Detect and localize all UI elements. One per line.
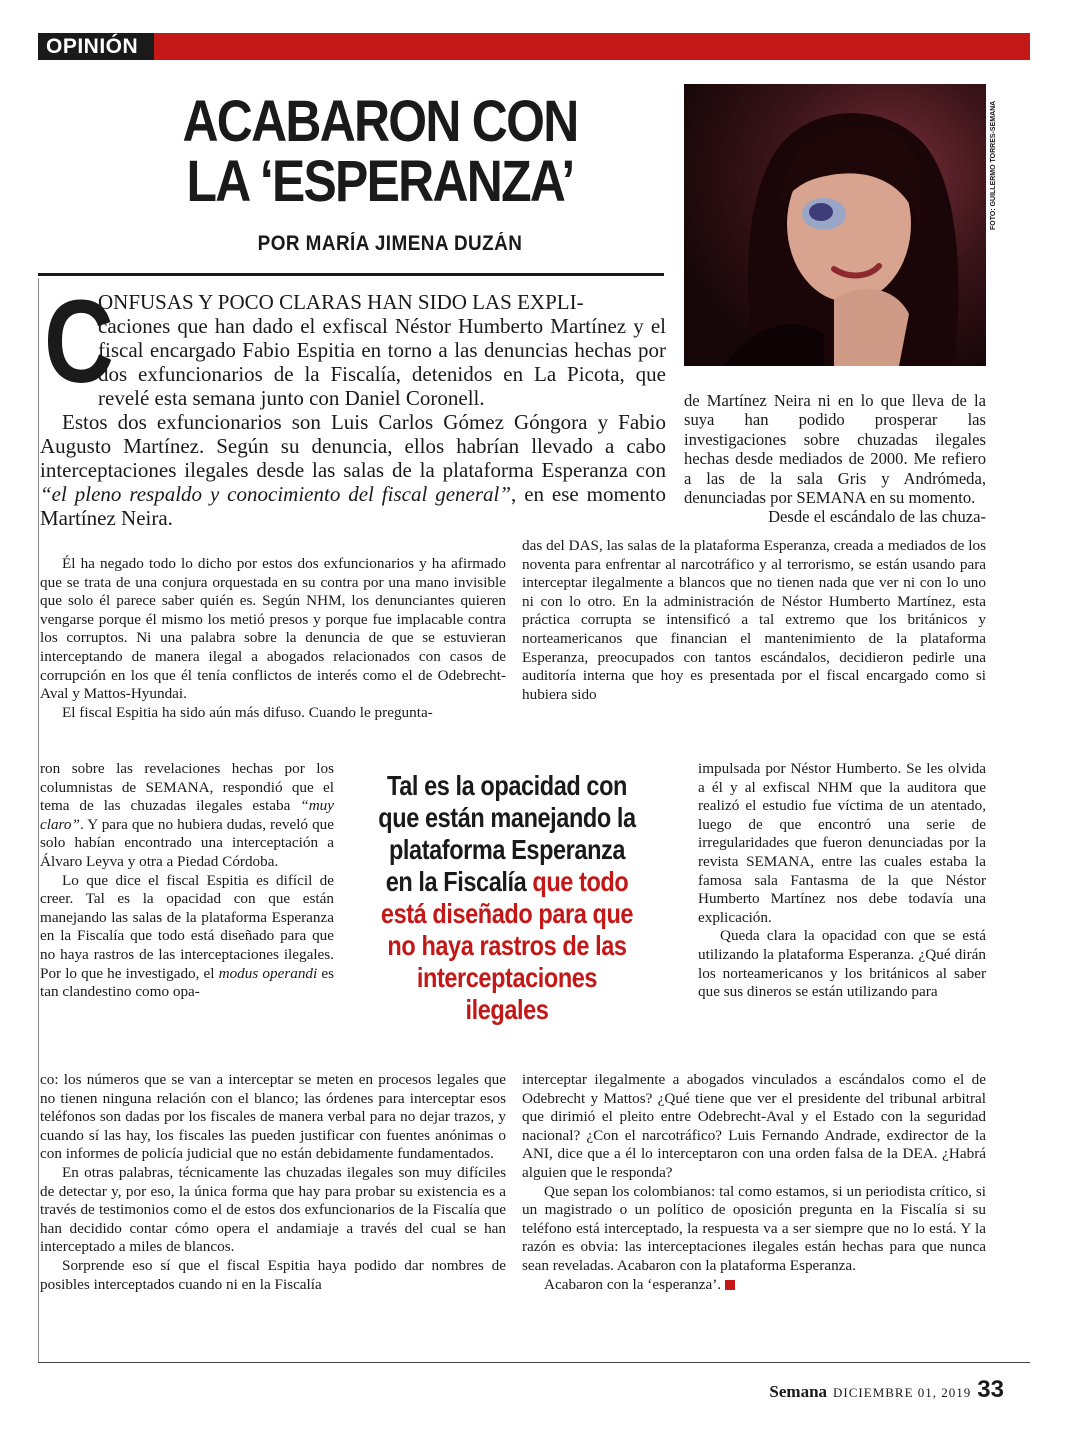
paragraph: Sorprende eso sí que el fiscal Espitia haya podido dar nombres de posibles interceptados cuando ni en la Fiscalía [40, 1256, 506, 1293]
column-b-bottom [522, 1071, 986, 1294]
pull-quote-red: que todo está diseñado para que no haya rastros de las interceptaciones ilegales [380, 866, 634, 1025]
pull-quote-black: Tal es la opacidad con que están manejando la plataforma Esperanza en la Fiscalía [378, 770, 636, 897]
paragraph: Queda clara la opacidad con que se está utilizando la plataforma Esperanza. ¿Qué dirán los norteamericanos y los británicos al saber que sus dineros se están utilizando para [698, 927, 986, 1001]
paragraph: Que sepan los colombianos: tal como estamos, si un periodista crítico, si un magistrado o un político de oposición pregunta en la Fiscalía si su teléfono está interceptado, la respuesta va a ser siempre que no lo está. Y la razón es obvia: las interceptaciones ilegales están hechas para que nunca sean reveladas. Acabaron con la plataforma Esperanza. [522, 1182, 986, 1274]
column-a-bottom [40, 1071, 506, 1294]
lead-body: caciones que han dado el exfiscal Néstor Humberto Martínez y el fiscal encargado Fabio Espitia en torno a las denuncias hechas por dos exfuncionarios de la Fiscalía, detenidos en La Picota, que revelé esta semana junto con Daniel Coronell. [98, 314, 666, 410]
pull-quote [377, 770, 637, 1026]
paragraph: co: los números que se van a interceptar se meten en procesos legales que no tienen ninguna relación con el blanco; las órdenes para interceptar esos teléfonos son dadas por los fiscales de manera verbal para no dejar trazos, y cuando sí las hay, los fiscales las pueden justificar con fuentes anónimas o con informes de policía judicial que no están debidamente fundamentados. [40, 1071, 506, 1163]
paragraph: ron sobre las revelaciones hechas por los columnistas de SEMANA, respondió que el tema de las chuzadas ilegales estaba “muy claro”. Y para que no hubiera dudas, reveló que solo habían encontrado una interceptación a Álvaro Leyva y otra a Piedad Córdoba. [40, 760, 334, 870]
paragraph: de Martínez Neira ni en lo que lleva de la suya han podido prosperar las investigaciones sobre chuzadas ilegales hechas desde mediados de 2000. Me refiero a las de la sala Gris y Andrómeda, denunciadas por SEMANA en su momento. [684, 391, 986, 508]
paragraph: Él ha negado todo lo dicho por estos dos exfuncionarios y ha afirmado que se trata de una conjura orquestada en su contra por una mano invisible que solo él parece saber quién es. Según NHM, los denunciantes quieren vengarse porque él mismo los metió presos y porque fue implacable contra los corruptos. Ni una palabra sobre la denuncia de que se estuvieran interceptando de manera ilegal a abogados relacionados con casos de corrupción en los que él tenía conflictos de interés como el de Odebrecht-Aval y Mattos-Hyundai. [40, 555, 506, 703]
column-b-middle [698, 760, 986, 1002]
lead-second-paragraph: Estos dos exfuncionarios son Luis Carlos Gómez Góngora y Fabio Augusto Martínez. Según su denuncia, ellos habrían llevado a cabo interceptaciones ilegales desde las salas de la plataforma Esperanza con “el pleno respaldo y conocimiento del fiscal general”, en ese momento Martínez Neira. [40, 410, 666, 530]
page-footer [769, 1376, 1004, 1404]
left-rule [38, 278, 39, 1362]
footer-rule [38, 1362, 1030, 1363]
lead-paragraph [40, 276, 666, 530]
paragraph: impulsada por Néstor Humberto. Se les olvida a él y al exfiscal NHM que la auditora que realizó el estudio fue víctima de un atentado, luego de que encontró una serie de irregularidades que fueron denunciadas por la revista SEMANA, entre las cuales estaba la famosa sala Fantasma de la que Néstor Humberto Martínez nos debe todavía una explicación. [698, 760, 986, 926]
end-mark-icon [725, 1280, 735, 1290]
column-b-top [522, 537, 986, 704]
paragraph: En otras palabras, técnicamente las chuzadas ilegales son muy difíciles de detectar y, por eso, la única forma que hay para probar su existencia es a través de testimonios como el de estos dos exfuncionarios de la Fiscalía que han decidido contar cómo opera el andamiaje a través del cual se han interceptado a miles de blancos. [40, 1163, 506, 1256]
section-bar [38, 33, 1030, 60]
section-label: OPINIÓN [38, 33, 154, 60]
paragraph: interceptar ilegalmente a abogados vinculados a escándalos como el de Odebrecht y Mattos? ¿Qué tiene que ver el presidente del tribunal arbitral que dirimió el pleito entre Odebrecht-Aval y el Estado con la seguridad nacional? ¿Con el narcotráfico? Luis Fernando Andrade, exdirector de la ANI, dice que a él lo interceptaron con una orden falsa de la DEA. ¿Habrá alguien que le responda? [522, 1071, 986, 1181]
headline-line-1: ACABARON CON [182, 89, 578, 154]
page-number: 33 [977, 1376, 1004, 1403]
author-photo [684, 84, 986, 366]
paragraph: das del DAS, las salas de la plataforma Esperanza, creada a mediados de los noventa para enfrentar al narcotráfico y al terrorismo, se están usando para interceptar ilegalmente a blancos que no tienen nada que ver ni con lo uno ni con lo otro. En la administración de Néstor Humberto Martínez, esta práctica corrupta se intensificó a tal extremo que los británicos y norteamericanos que financian el mantenimiento de la plataforma Esperanza, preocupados con tantos escándalos, decidieron pedirle una auditoría interna que hoy es presentada por el fiscal encargado como si hubiera sido [522, 537, 986, 703]
paragraph: Desde el escándalo de las chuza- [768, 507, 986, 527]
right-column-top [684, 391, 986, 527]
paragraph: Lo que dice el fiscal Espitia es difícil de creer. Tal es la opacidad con que están manejando las salas de la plataforma Esperanza en la Fiscalía que todo está diseñado para que no haya rastros de las interceptaciones ilegales. Por lo que he investigado, el modus operandi es tan clandestino como opa- [40, 871, 335, 1001]
column-a-top [40, 555, 506, 722]
column-a-middle [40, 760, 334, 1002]
byline: POR MARÍA JIMENA DUZÁN [257, 232, 523, 255]
paragraph: El fiscal Espitia ha sido aún más difuso. Cuando le pregunta- [62, 703, 433, 721]
photo-credit: FOTO: GUILLERMO TORRES-SEMANA [990, 100, 997, 230]
headline [139, 89, 621, 214]
headline-line-2: LA ‘ESPERANZA’ [186, 149, 574, 214]
magazine-name: Semana [769, 1382, 828, 1401]
lead-quote: “el pleno respaldo y conocimiento del fiscal general” [40, 482, 512, 506]
drop-cap: C [44, 276, 114, 408]
issue-date: DICIEMBRE 01, 2019 [833, 1385, 972, 1400]
closing-line: Acabaron con la ‘esperanza’. [522, 1276, 986, 1295]
headline-rule [38, 273, 664, 276]
author-portrait-illustration [684, 84, 986, 366]
lead-first-line: ONFUSAS Y POCO CLARAS HAN SIDO LAS EXPLI- [98, 290, 584, 314]
